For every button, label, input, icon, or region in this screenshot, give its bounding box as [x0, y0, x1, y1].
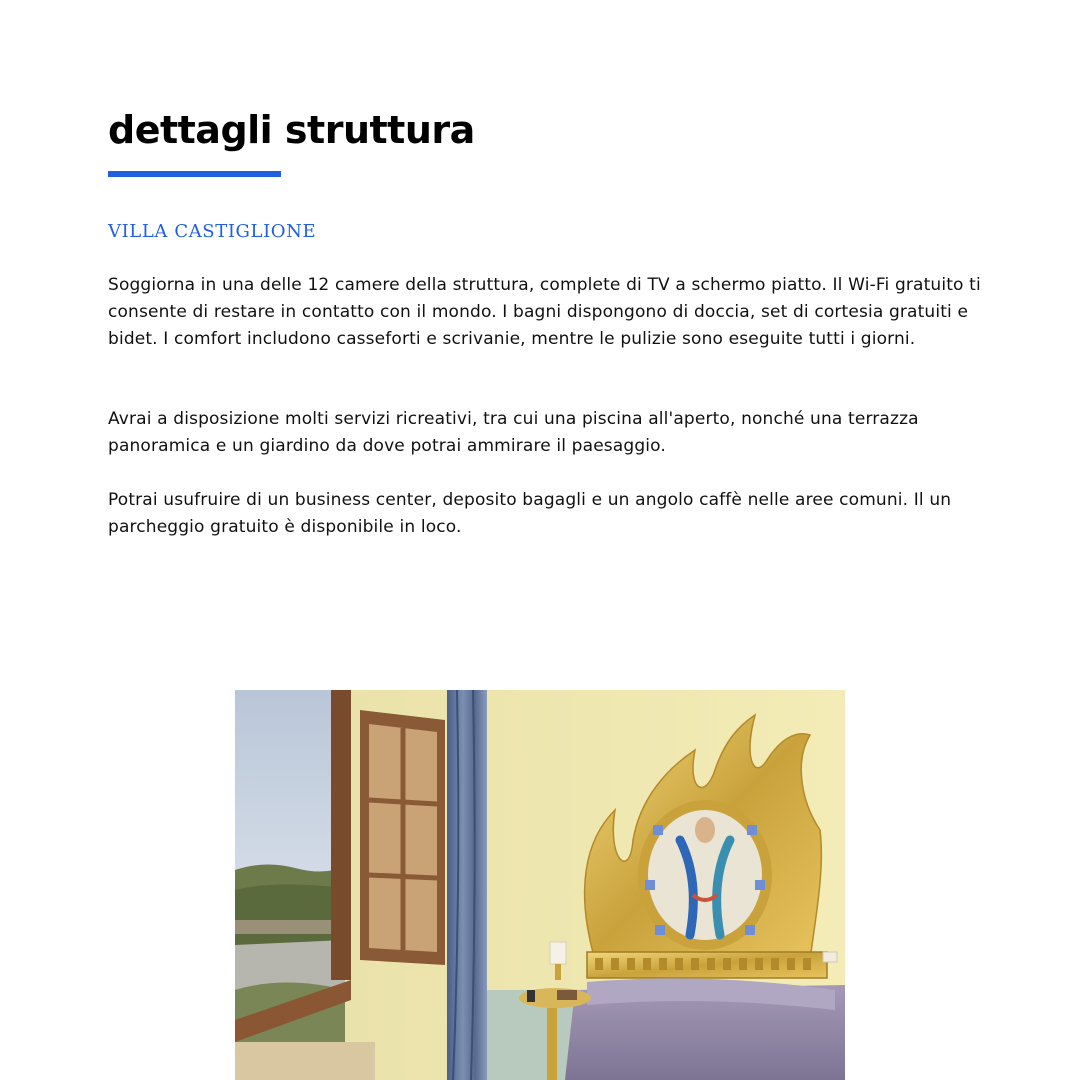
description-paragraph-3: Potrai usufruire di un business center, deposito bagagli e un angolo caffè nelle aree comuni. Il un parcheggio gratuito è disponibile in loco. — [108, 490, 952, 537]
property-name: VILLA CASTIGLIONE — [108, 221, 317, 242]
title-underline — [108, 171, 281, 177]
description-paragraph-1: Soggiorna in una delle 12 camere della struttura, complete di TV a schermo piatto. Il Wi-Fi gratuito ti consente di restare in contatto con il mondo. I bagni dispongono di doccia, set di cortesia gratuiti e bidet. I comfort includono casseforti e scrivanie, mentre le pulizie sono eseguite tutti i giorni. — [108, 275, 981, 349]
page-title: dettagli struttura — [108, 108, 475, 152]
description-paragraph-2: Avrai a disposizione molti servizi ricreativi, tra cui una piscina all'aperto, nonché una terrazza panoramica e un giardino da dove potrai ammirare il paesaggio. — [108, 409, 919, 456]
hotel-room-photo — [235, 690, 845, 1080]
